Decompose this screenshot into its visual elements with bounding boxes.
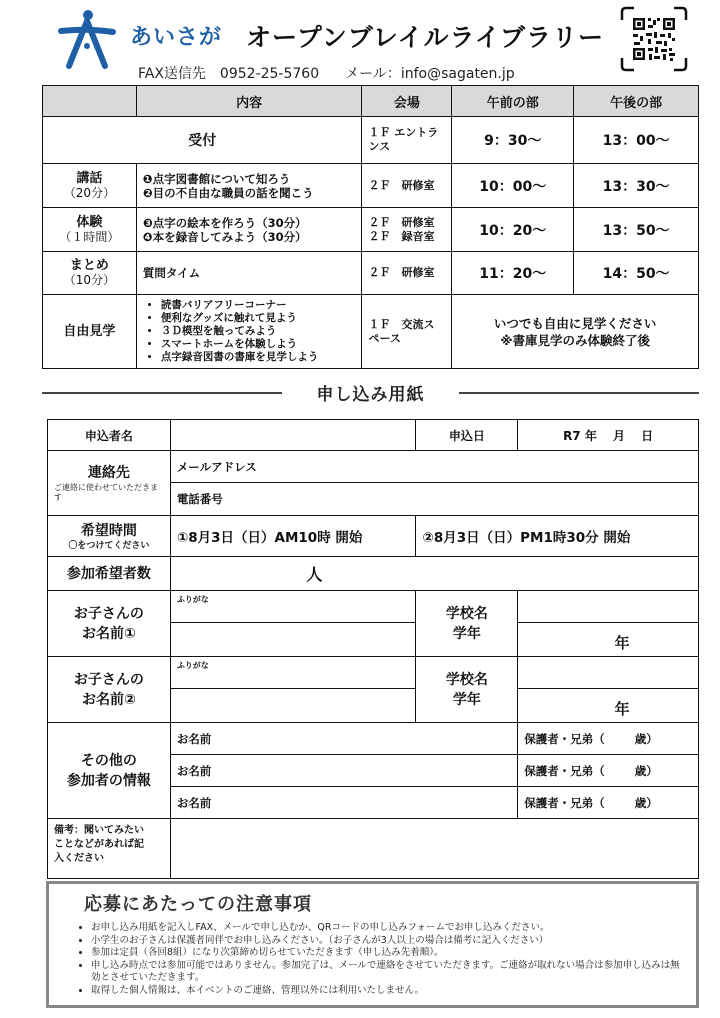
table-row: [43, 164, 699, 208]
school-label: 学校名: [445, 671, 488, 688]
free-tour-line: いつでも自由に見学ください: [493, 315, 657, 331]
child1-label-line: お子さんの: [73, 605, 144, 622]
grade-unit: 年: [614, 634, 630, 652]
am-time: 10：20〜: [452, 208, 574, 252]
notice-list: [75, 922, 686, 997]
schedule-table: [42, 85, 699, 369]
content-line: ❶点字図書館について知ろう: [142, 171, 291, 186]
time-option-pm[interactable]: ②8月3日（日）PM1時30分 開始: [416, 516, 699, 557]
venue-cell: ２Ｆ 研修室: [362, 164, 452, 208]
section-divider: [42, 380, 699, 404]
header-blank: [43, 86, 137, 117]
grade-label: 学年: [452, 625, 481, 642]
table-row: [43, 295, 699, 369]
list-item: • ３Ｄ模型を触ってみよう: [161, 325, 356, 338]
age-label: 歳）: [634, 795, 658, 810]
apply-date-input[interactable]: R7 年 月 日: [518, 420, 699, 451]
header-am: 午前の部: [452, 86, 574, 117]
venue-cell: １Ｆ 交流スペース: [362, 295, 452, 369]
list-item: • 便利なグッズに触れて見よう: [161, 312, 356, 325]
category-name: 講話: [76, 170, 103, 186]
category-name: まとめ: [69, 258, 109, 273]
applicant-label: 申込者名: [48, 420, 171, 451]
venue-cell: [362, 208, 452, 252]
child1-grade-input[interactable]: [518, 623, 699, 657]
venue-line: ２Ｆ 録音室: [368, 229, 435, 243]
count-unit: 人: [306, 565, 323, 584]
child2-label: [48, 657, 171, 723]
venue-line: ２Ｆ 研修室: [368, 215, 435, 229]
reception-am: 9：30〜: [452, 117, 574, 164]
am-time: 10：00〜: [452, 164, 574, 208]
email-field[interactable]: メールアドレス: [170, 451, 698, 483]
form-row: [48, 657, 699, 689]
list-item: • 参加は定員（各回8組）になり次第締め切らせていただきます（申し込み先着順）。: [91, 947, 686, 960]
form-row: [48, 819, 699, 879]
contact-info: [138, 63, 515, 83]
content-line: ❸点字の絵本を作ろう（30分）: [142, 215, 307, 230]
qr-code-icon[interactable]: [620, 6, 688, 72]
form-row: [48, 516, 699, 557]
am-time: 11：20〜: [452, 252, 574, 295]
others-label: [48, 723, 171, 819]
remarks-input[interactable]: [170, 819, 698, 879]
time-option-am[interactable]: ①8月3日（日）AM10時 開始: [170, 516, 416, 557]
child1-school-input[interactable]: [518, 591, 699, 623]
content-line: ❹本を録音してみよう（30分）: [142, 229, 307, 244]
contact-note: ご連絡に使わせていただきます: [54, 483, 158, 502]
relation-input[interactable]: [518, 755, 699, 787]
count-label: 参加希望者数: [48, 557, 171, 591]
child1-label-line: お名前①: [81, 625, 136, 642]
furigana-label: ふりがな: [176, 595, 209, 604]
category-cell: [43, 164, 137, 208]
remarks-label: [48, 819, 171, 879]
reception-pm: 13：00〜: [574, 117, 699, 164]
others-label-line: その他の: [80, 752, 137, 769]
apply-date-label: 申込日: [416, 420, 518, 451]
relation-input[interactable]: [518, 723, 699, 755]
remarks-line: 備考：聞いてみたい: [54, 825, 144, 836]
others-label-line: 参加者の情報: [66, 772, 151, 789]
list-item: • 申し込み時点では参加可能ではありません。参加完了は、メールで連絡をさせていただきます。ご連絡が取れない場合は参加申し込みは無効とさせていただきます。: [91, 960, 686, 985]
category-cell: [43, 252, 137, 295]
child1-furigana-input[interactable]: [170, 591, 416, 623]
other-name-input[interactable]: お名前: [170, 723, 517, 755]
list-item: • お申し込み用紙を記入しFAX、メールで申し込むか、QRコードの申し込みフォームでお申し込みください。: [91, 922, 686, 935]
child1-name-input[interactable]: [170, 623, 416, 657]
list-item: • スマートホームを体験しよう: [161, 338, 356, 351]
child2-label-line: お名前②: [81, 691, 136, 708]
relation-label: 保護者・兄弟（: [524, 795, 605, 810]
contact-label-cell: [48, 451, 171, 516]
free-tour-line: ※書庫見学のみ体験終了後: [500, 332, 650, 348]
content-line: ❷目の不自由な職員の話を聞こう: [142, 185, 314, 200]
child2-name-input[interactable]: [170, 689, 416, 723]
free-tour-items: [136, 295, 362, 369]
header-pm: 午後の部: [574, 86, 699, 117]
section-title: 申し込み用紙: [316, 385, 425, 405]
time-label: 希望時間: [80, 522, 137, 539]
table-row: [43, 252, 699, 295]
count-input[interactable]: [170, 557, 698, 591]
child2-grade-input[interactable]: [518, 689, 699, 723]
fax-number: FAX送信先 0952-25-5760: [138, 66, 320, 82]
contact-label: 連絡先: [87, 465, 130, 481]
email-address[interactable]: メール：info@sagaten.jp: [345, 66, 515, 82]
school-label: 学校名: [445, 605, 488, 622]
remarks-line: ことなどがあれば記: [54, 839, 144, 850]
category-name: 自由見学: [43, 295, 137, 369]
list-item: • 点字録音図書の書庫を見学しよう: [161, 351, 356, 364]
pm-time: 14：50〜: [574, 252, 699, 295]
form-row: [48, 451, 699, 483]
category-duration: （10分）: [63, 273, 116, 287]
table-row: [43, 208, 699, 252]
grade-unit: 年: [614, 700, 630, 718]
pm-time: 13：50〜: [574, 208, 699, 252]
relation-input[interactable]: [518, 787, 699, 819]
braille-person-logo-icon: [55, 6, 119, 70]
list-item: • 小学生のお子さんは保護者同伴でお申し込みください。（お子さんが3人以上の場合は備考に記入ください）: [91, 935, 686, 948]
free-tour-note: [452, 295, 699, 369]
event-title: オープンブレイルライブラリー: [246, 23, 605, 52]
remarks-line: 入ください: [54, 853, 104, 864]
other-name-input[interactable]: お名前: [170, 787, 517, 819]
relation-label: 保護者・兄弟（: [524, 763, 605, 778]
category-duration: （20分）: [63, 185, 116, 200]
pm-time: 13：30〜: [574, 164, 699, 208]
list-item: • 取得した個人情報は、本イベントのご連絡、管理以外には利用いたしません。: [91, 985, 686, 998]
phone-field[interactable]: 電話番号: [170, 483, 698, 516]
child1-school-grade-label: [416, 591, 518, 657]
notice-box: [46, 881, 699, 1008]
content-cell: 質問タイム: [136, 252, 362, 295]
venue-cell: ２Ｆ 研修室: [362, 252, 452, 295]
form-row: [48, 723, 699, 755]
schedule-header-row: [43, 86, 699, 117]
header: [0, 0, 720, 82]
notice-title: 応募にあたっての注意事項: [84, 894, 312, 915]
list-item: • 読書バリアフリーコーナー: [161, 299, 356, 312]
header-content: 内容: [136, 86, 362, 117]
child2-furigana-input[interactable]: [170, 657, 416, 689]
relation-label: 保護者・兄弟（: [524, 731, 605, 746]
form-row: [48, 420, 699, 451]
header-venue: 会場: [362, 86, 452, 117]
application-form: [47, 419, 699, 879]
other-name-input[interactable]: お名前: [170, 755, 517, 787]
child2-label-line: お子さんの: [73, 671, 144, 688]
time-label-cell: [48, 516, 171, 557]
child2-school-input[interactable]: [518, 657, 699, 689]
age-label: 歳）: [634, 763, 658, 778]
age-label: 歳）: [634, 731, 658, 746]
applicant-input[interactable]: [170, 420, 416, 451]
form-row: [48, 591, 699, 623]
grade-label: 学年: [452, 691, 481, 708]
brand-name: あいさが: [130, 25, 223, 50]
form-row: [48, 557, 699, 591]
content-cell: [136, 164, 362, 208]
child2-school-grade-label: [416, 657, 518, 723]
category-duration: （１時間）: [59, 229, 120, 244]
category-cell: [43, 208, 137, 252]
content-cell: [136, 208, 362, 252]
free-tour-list: [143, 299, 356, 364]
reception-label: 受付: [43, 117, 362, 164]
time-note: 〇をつけてください: [68, 540, 150, 551]
category-name: 体験: [76, 214, 103, 230]
child1-label: [48, 591, 171, 657]
furigana-label: ふりがな: [176, 661, 209, 670]
table-row: [43, 117, 699, 164]
reception-venue: １Ｆ エントランス: [362, 117, 452, 164]
